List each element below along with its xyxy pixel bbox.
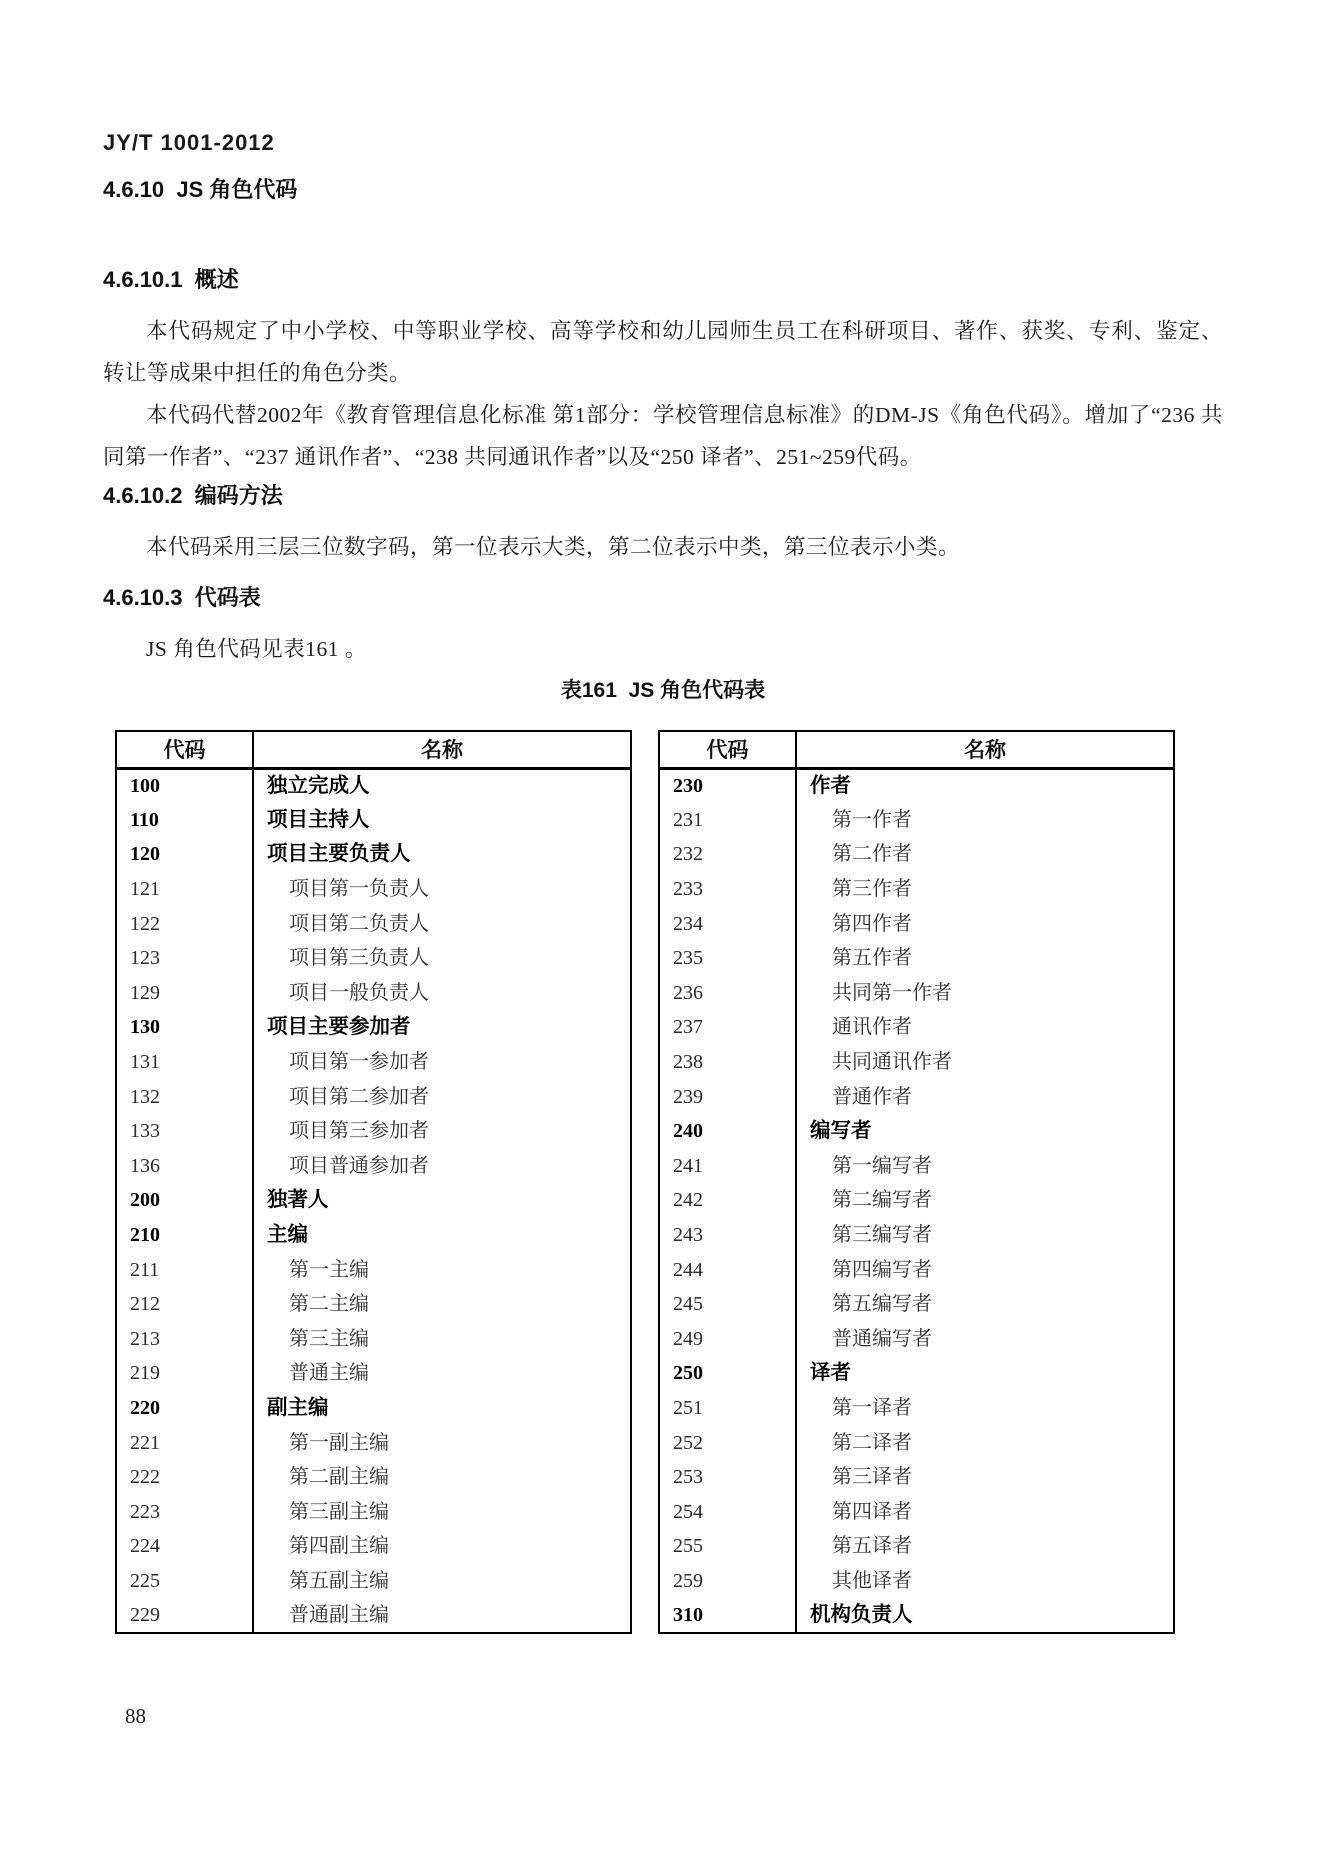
table-row — [659, 803, 1174, 838]
code-tables-container — [115, 730, 1223, 1634]
role-name-cell: 第一作者 — [832, 808, 912, 831]
role-name-cell: 编写者 — [810, 1118, 872, 1142]
role-code-cell: 219 — [116, 1356, 253, 1391]
role-name-cell: 第五作者 — [832, 947, 912, 970]
table-row — [659, 1460, 1174, 1495]
role-code-cell: 253 — [659, 1460, 796, 1495]
role-name-cell: 主编 — [267, 1222, 308, 1246]
role-name-cell: 第四副主编 — [289, 1535, 389, 1558]
role-name-cell: 第四译者 — [832, 1500, 912, 1523]
table-row — [116, 1079, 631, 1114]
role-code-cell: 236 — [659, 976, 796, 1011]
section-heading-4-6-10: 4.6.10 JS 角色代码 — [103, 177, 298, 202]
role-code-cell: 136 — [116, 1149, 253, 1184]
table-row — [116, 1287, 631, 1322]
role-code-cell: 120 — [116, 837, 253, 872]
role-code-cell: 220 — [116, 1391, 253, 1426]
role-name-cell: 项目第二负责人 — [289, 912, 429, 935]
role-code-cell: 121 — [116, 872, 253, 907]
role-code-cell: 252 — [659, 1425, 796, 1460]
table-header-row — [659, 731, 1174, 768]
table-row — [116, 976, 631, 1011]
role-name-cell: 项目第一参加者 — [289, 1051, 429, 1074]
role-name-cell: 项目第二参加者 — [289, 1085, 429, 1108]
table-row — [659, 1114, 1174, 1149]
role-name-cell: 其他译者 — [832, 1569, 912, 1592]
table-row — [116, 1218, 631, 1253]
role-code-cell: 110 — [116, 803, 253, 838]
overview-paragraph-1: 本代码规定了中小学校、中等职业学校、高等学校和幼儿园师生员工在科研项目、著作、获奖、专利、鉴定、转让等成果中担任的角色分类。 — [103, 319, 1223, 385]
section-heading-4-6-10-2: 4.6.10.2 编码方法 — [103, 483, 283, 508]
role-name-cell: 项目普通参加者 — [289, 1154, 429, 1177]
role-name-cell: 第一编写者 — [832, 1154, 932, 1177]
role-code-cell: 131 — [116, 1045, 253, 1080]
table-row — [116, 1598, 631, 1633]
role-code-table-right — [658, 730, 1175, 1634]
table-row — [116, 1529, 631, 1564]
role-name-cell: 第四作者 — [832, 912, 912, 935]
table-row — [659, 976, 1174, 1011]
table-row — [116, 1356, 631, 1391]
role-name-cell: 第二副主编 — [289, 1466, 389, 1489]
table-row — [659, 1425, 1174, 1460]
table-row — [659, 1564, 1174, 1599]
role-code-table-left — [115, 730, 632, 1634]
role-code-cell: 231 — [659, 803, 796, 838]
role-code-cell: 100 — [116, 768, 253, 803]
code-column-header: 代码 — [659, 731, 796, 768]
role-name-cell: 独著人 — [267, 1188, 329, 1212]
role-code-cell: 133 — [116, 1114, 253, 1149]
table-row — [116, 1149, 631, 1184]
role-name-cell: 第三主编 — [289, 1327, 369, 1350]
role-name-cell: 第一主编 — [289, 1258, 369, 1281]
table-row — [659, 1391, 1174, 1426]
table-row — [116, 1322, 631, 1357]
role-name-cell: 副主编 — [267, 1395, 329, 1419]
role-name-cell: 第二译者 — [832, 1431, 912, 1454]
table-row — [116, 1252, 631, 1287]
role-code-cell: 129 — [116, 976, 253, 1011]
table-row — [659, 1183, 1174, 1218]
standard-number: JY/T 1001-2012 — [103, 130, 275, 155]
role-code-cell: 223 — [116, 1494, 253, 1529]
role-code-cell: 200 — [116, 1183, 253, 1218]
role-name-cell: 项目第三参加者 — [289, 1120, 429, 1143]
table-row — [116, 1045, 631, 1080]
table-row — [116, 1460, 631, 1495]
role-name-cell: 项目第三负责人 — [289, 947, 429, 970]
table-row — [659, 1287, 1174, 1322]
role-code-cell: 123 — [116, 941, 253, 976]
table-row — [116, 1425, 631, 1460]
role-code-cell: 251 — [659, 1391, 796, 1426]
name-column-header: 名称 — [253, 731, 631, 768]
role-code-cell: 254 — [659, 1494, 796, 1529]
table-row — [116, 872, 631, 907]
role-code-cell: 310 — [659, 1598, 796, 1633]
table-row — [659, 872, 1174, 907]
role-name-cell: 第三副主编 — [289, 1500, 389, 1523]
role-code-cell: 230 — [659, 768, 796, 803]
role-name-cell: 普通副主编 — [289, 1604, 389, 1627]
role-name-cell: 第五译者 — [832, 1535, 912, 1558]
role-name-cell: 第三作者 — [832, 878, 912, 901]
role-code-cell: 211 — [116, 1252, 253, 1287]
code-table-reference-paragraph: JS 角色代码见表161 。 — [146, 637, 367, 661]
role-name-cell: 共同第一作者 — [832, 981, 952, 1004]
role-name-cell: 第五编写者 — [832, 1293, 932, 1316]
table-row — [659, 1218, 1174, 1253]
table-row — [659, 1322, 1174, 1357]
role-name-cell: 项目主要负责人 — [267, 842, 411, 866]
table-row — [116, 1183, 631, 1218]
table-row — [659, 906, 1174, 941]
role-code-cell: 245 — [659, 1287, 796, 1322]
table-row — [116, 1494, 631, 1529]
table-row — [116, 768, 631, 803]
table-row — [659, 1356, 1174, 1391]
role-code-cell: 233 — [659, 872, 796, 907]
table-row — [659, 1252, 1174, 1287]
role-code-cell: 244 — [659, 1252, 796, 1287]
role-name-cell: 普通作者 — [832, 1085, 912, 1108]
role-name-cell: 作者 — [810, 773, 851, 797]
overview-paragraph-2: 本代码代替2002年《教育管理信息化标准 第1部分：学校管理信息标准》的DM-JS《角色代码》。增加了“236 共同第一作者”、“237 通讯作者”、“238 共同通讯作者”以及“250 译者”、251~259代码。 — [103, 403, 1223, 469]
role-code-cell: 242 — [659, 1183, 796, 1218]
table-row — [116, 837, 631, 872]
table-row — [116, 1391, 631, 1426]
table-row — [659, 1598, 1174, 1633]
table-row — [659, 1010, 1174, 1045]
role-code-cell: 224 — [116, 1529, 253, 1564]
role-name-cell: 机构负责人 — [810, 1602, 913, 1626]
role-code-cell: 210 — [116, 1218, 253, 1253]
role-code-cell: 222 — [116, 1460, 253, 1495]
table-caption: 表161 JS 角色代码表 — [560, 679, 766, 702]
table-row — [659, 837, 1174, 872]
role-code-cell: 232 — [659, 837, 796, 872]
table-row — [659, 1079, 1174, 1114]
role-name-cell: 第三编写者 — [832, 1224, 932, 1247]
role-code-cell: 235 — [659, 941, 796, 976]
role-code-cell: 239 — [659, 1079, 796, 1114]
role-name-cell: 第一译者 — [832, 1396, 912, 1419]
role-name-cell: 项目主持人 — [267, 807, 370, 831]
role-code-cell: 238 — [659, 1045, 796, 1080]
role-name-cell: 共同通讯作者 — [832, 1051, 952, 1074]
role-code-cell: 255 — [659, 1529, 796, 1564]
role-code-cell: 213 — [116, 1322, 253, 1357]
table-row — [116, 1564, 631, 1599]
role-code-cell: 243 — [659, 1218, 796, 1253]
section-heading-4-6-10-3: 4.6.10.3 代码表 — [103, 585, 261, 610]
table-row — [659, 941, 1174, 976]
role-code-cell: 225 — [116, 1564, 253, 1599]
role-name-cell: 第二主编 — [289, 1293, 369, 1316]
role-code-cell: 250 — [659, 1356, 796, 1391]
table-row — [116, 906, 631, 941]
role-code-cell: 212 — [116, 1287, 253, 1322]
table-row — [659, 1149, 1174, 1184]
table-header-row — [116, 731, 631, 768]
section-heading-4-6-10-1: 4.6.10.1 概述 — [103, 267, 239, 292]
role-code-cell: 259 — [659, 1564, 796, 1599]
role-name-cell: 第五副主编 — [289, 1569, 389, 1592]
role-code-cell: 229 — [116, 1598, 253, 1633]
role-name-cell: 普通编写者 — [832, 1327, 932, 1350]
role-code-cell: 122 — [116, 906, 253, 941]
role-code-cell: 132 — [116, 1079, 253, 1114]
table-row — [659, 768, 1174, 803]
role-name-cell: 第四编写者 — [832, 1258, 932, 1281]
encoding-method-paragraph: 本代码采用三层三位数字码，第一位表示大类，第二位表示中类，第三位表示小类。 — [146, 535, 961, 559]
table-row — [116, 1114, 631, 1149]
role-name-cell: 通讯作者 — [832, 1016, 912, 1039]
role-code-cell: 130 — [116, 1010, 253, 1045]
table-row — [659, 1045, 1174, 1080]
role-code-cell: 234 — [659, 906, 796, 941]
table-row — [116, 803, 631, 838]
role-name-cell: 独立完成人 — [267, 773, 370, 797]
role-code-cell: 237 — [659, 1010, 796, 1045]
table-row — [659, 1494, 1174, 1529]
table-row — [659, 1529, 1174, 1564]
role-name-cell: 第三译者 — [832, 1466, 912, 1489]
role-code-cell: 221 — [116, 1425, 253, 1460]
role-name-cell: 普通主编 — [289, 1362, 369, 1385]
role-name-cell: 第一副主编 — [289, 1431, 389, 1454]
role-name-cell: 第二编写者 — [832, 1189, 932, 1212]
name-column-header: 名称 — [796, 731, 1174, 768]
role-name-cell: 项目主要参加者 — [267, 1015, 411, 1039]
role-name-cell: 译者 — [810, 1361, 851, 1385]
table-row — [116, 941, 631, 976]
role-code-cell: 240 — [659, 1114, 796, 1149]
role-code-cell: 241 — [659, 1149, 796, 1184]
role-code-cell: 249 — [659, 1322, 796, 1357]
role-name-cell: 项目一般负责人 — [289, 981, 429, 1004]
role-name-cell: 第二作者 — [832, 843, 912, 866]
table-row — [116, 1010, 631, 1045]
code-column-header: 代码 — [116, 731, 253, 768]
page-number: 88 — [125, 1703, 146, 1728]
role-name-cell: 项目第一负责人 — [289, 878, 429, 901]
